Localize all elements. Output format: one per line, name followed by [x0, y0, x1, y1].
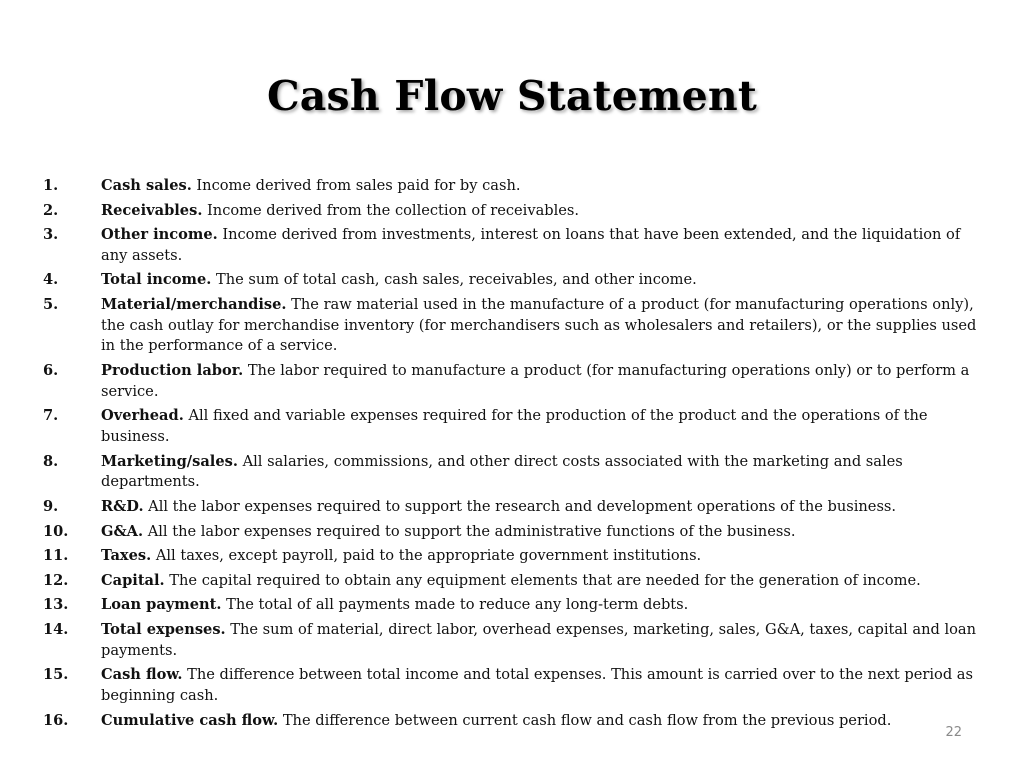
item-number: 7. — [43, 407, 59, 425]
item-number: 8. — [43, 452, 59, 470]
list-item — [43, 522, 983, 543]
item-body — [101, 295, 983, 357]
item-number: 6. — [43, 362, 59, 380]
item-term: Production labor. — [101, 362, 244, 380]
item-number: 4. — [43, 271, 59, 289]
item-text: The capital required to obtain any equipment elements that are needed for the generation of income. — [169, 571, 921, 589]
list-item — [43, 665, 983, 706]
item-text: All the labor expenses required to support the research and development operations of the business. — [148, 497, 897, 515]
list-item — [43, 497, 983, 518]
item-number: 14. — [43, 620, 69, 638]
item-term: Marketing/sales. — [101, 452, 238, 470]
item-body — [101, 595, 983, 616]
item-body — [101, 711, 983, 732]
page-number: 22 — [945, 725, 962, 740]
list-item — [43, 361, 983, 402]
list-item — [43, 546, 983, 567]
item-body — [101, 406, 983, 447]
item-term: Other income. — [101, 226, 218, 244]
item-body — [101, 665, 983, 706]
item-text: Income derived from sales paid for by cash. — [196, 177, 521, 194]
list-item — [43, 620, 983, 661]
item-term: Total expenses. — [101, 620, 226, 638]
item-term: Taxes. — [101, 547, 152, 565]
list-item — [43, 595, 983, 616]
item-term: Cash flow. — [101, 666, 183, 684]
list-item — [43, 406, 983, 447]
list-item — [43, 225, 983, 266]
item-term: G&A. — [101, 522, 144, 540]
list-item — [43, 295, 983, 357]
item-number: 15. — [43, 666, 69, 684]
item-term: Loan payment. — [101, 596, 222, 614]
item-text: All taxes, except payroll, paid to the appropriate government institutions. — [155, 547, 702, 565]
slide-title: Cash Flow Statement — [266, 72, 758, 120]
item-number: 13. — [43, 596, 69, 614]
item-text: Income derived from the collection of receivables. — [207, 201, 580, 219]
item-text: All salaries, commissions, and other direct costs associated with the marketing and sales departments. — [101, 452, 903, 491]
item-number: 2. — [43, 201, 59, 219]
item-text: The raw material used in the manufacture of a product (for manufacturing operations only), the cash outlay for merchandise inventory (for merchandisers such as wholesalers and retailers), or the supplies used in the performance of a service. — [101, 296, 977, 355]
item-term: Capital. — [101, 571, 165, 589]
item-number: 5. — [43, 296, 59, 314]
item-body — [101, 620, 983, 661]
item-body — [101, 361, 983, 402]
item-text: Income derived from investments, interest on loans that have been extended, and the liquidation of any assets. — [101, 226, 961, 264]
item-body — [101, 571, 983, 592]
item-body — [101, 546, 983, 567]
item-body — [101, 176, 983, 197]
item-body — [101, 522, 983, 543]
item-body — [101, 497, 983, 518]
list-item — [43, 201, 983, 222]
definition-list — [43, 176, 983, 735]
item-text: The sum of total cash, cash sales, receivables, and other income. — [215, 271, 697, 289]
item-term: Overhead. — [101, 407, 184, 425]
item-term: Total income. — [101, 271, 212, 289]
item-text: The labor required to manufacture a product (for manufacturing operations only) or to perform a service. — [101, 362, 970, 400]
item-term: Material/merchandise. — [101, 296, 287, 314]
item-body — [101, 225, 983, 266]
list-item — [43, 571, 983, 592]
list-item — [43, 711, 983, 732]
item-term: Cumulative cash flow. — [101, 711, 279, 729]
item-body — [101, 452, 983, 493]
item-number: 12. — [43, 571, 69, 589]
item-number: 10. — [43, 522, 69, 540]
item-number: 9. — [43, 497, 59, 515]
item-text: The total of all payments made to reduce any long-term debts. — [226, 596, 689, 614]
item-number: 3. — [43, 226, 59, 244]
item-text: All fixed and variable expenses required for the production of the product and the operations of the business. — [101, 407, 928, 446]
item-term: Receivables. — [101, 201, 203, 219]
item-number: 11. — [43, 547, 69, 565]
item-text: The sum of material, direct labor, overhead expenses, marketing, sales, G&A, taxes, capital and loan payments. — [101, 620, 976, 659]
item-term: Cash sales. — [101, 177, 192, 194]
list-item — [43, 176, 983, 197]
list-item — [43, 452, 983, 493]
item-text: The difference between current cash flow and cash flow from the previous period. — [282, 711, 892, 729]
item-text: The difference between total income and total expenses. This amount is carried over to the next period as beginning cash. — [101, 666, 973, 704]
item-body — [101, 270, 983, 291]
list-item — [43, 270, 983, 291]
item-body — [101, 201, 983, 222]
item-term: R&D. — [101, 497, 144, 515]
item-number: 16. — [43, 711, 69, 729]
item-number: 1. — [43, 177, 59, 194]
item-text: All the labor expenses required to support the administrative functions of the business. — [147, 522, 796, 540]
